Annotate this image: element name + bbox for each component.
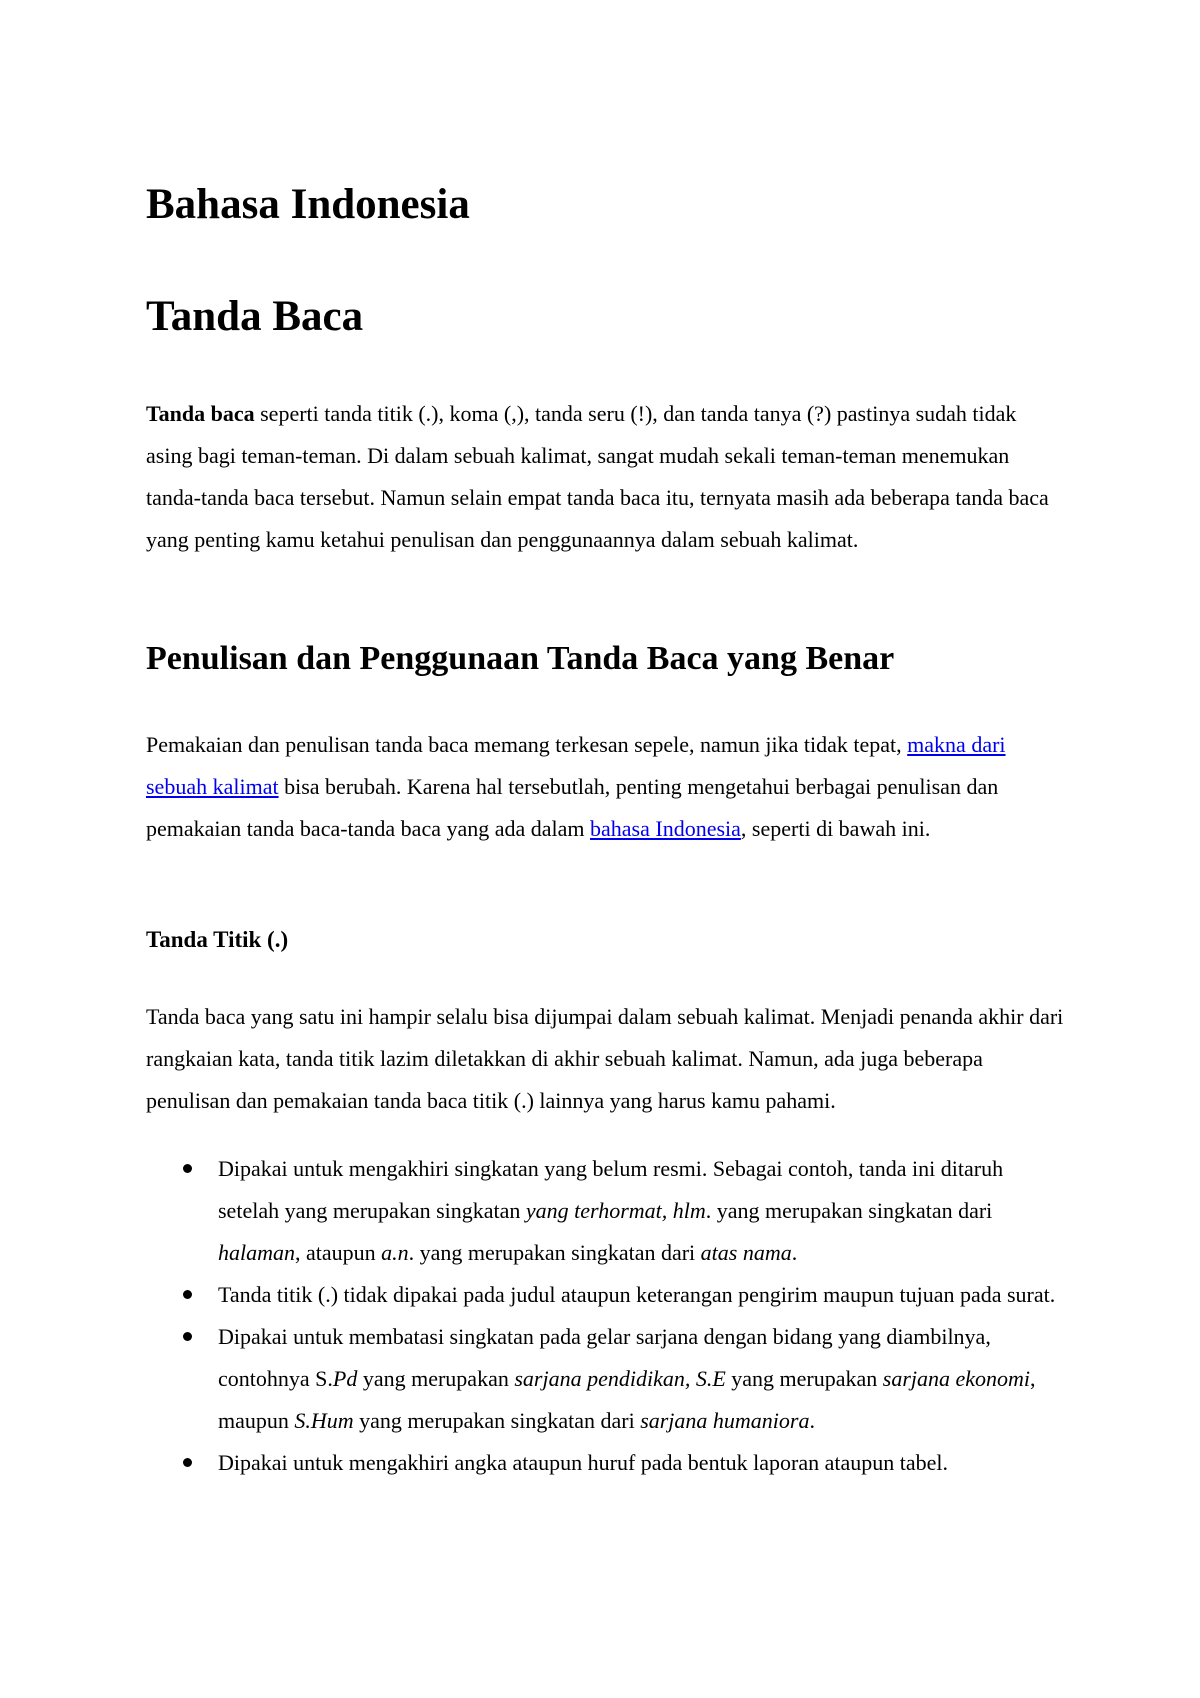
list-item-text: . [791, 1240, 798, 1265]
list-item [146, 1442, 1066, 1484]
usage-text-1: Pemakaian dan penulisan tanda baca memang terkesan sepele, namun jika tidak tepat, [146, 732, 908, 757]
list-item [146, 1316, 1066, 1442]
list-item-text: . [809, 1408, 815, 1433]
list-item-text: Dipakai untuk mengakhiri angka ataupun huruf pada bentuk laporan ataupun tabel. [218, 1450, 949, 1475]
list-item-italic: halaman [218, 1240, 295, 1265]
list-item-text: , maupun [218, 1366, 1036, 1433]
list-item-italic: sarjana pendidikan, S.E [514, 1366, 726, 1391]
list-item-text: Dipakai untuk membatasi singkatan pada gelar sarjana dengan bidang yang diambilnya, contohnya S. [218, 1324, 991, 1391]
usage-heading: Penulisan dan Penggunaan Tanda Baca yang Benar [146, 640, 895, 677]
bahasa-indonesia-link[interactable]: bahasa Indonesia [590, 816, 741, 841]
list-item-italic: S.Hum [294, 1408, 354, 1433]
titik-paragraph: Tanda baca yang satu ini hampir selalu bisa dijumpai dalam sebuah kalimat. Menjadi penanda akhir dari rangkaian kata, tanda titik lazim diletakkan di akhir sebuah kalimat. Namun, ada juga beberapa penulisan dan pemakaian tanda baca titik (.) lainnya yang harus kamu pahami. [146, 1004, 1064, 1113]
list-item-text: . yang merupakan singkatan dari [705, 1198, 993, 1223]
list-item [146, 1148, 1066, 1274]
document-title: Bahasa Indonesia [146, 181, 470, 228]
bullet-icon [183, 1332, 192, 1341]
list-item [146, 1274, 1066, 1316]
list-item-italic: atas nama [700, 1240, 792, 1265]
list-item-text: yang merupakan singkatan dari [353, 1408, 641, 1433]
list-item-italic: a.n [381, 1240, 409, 1265]
list-item-text: Dipakai untuk mengakhiri singkatan yang belum resmi. Sebagai contoh, tanda ini ditaruh setelah yang merupakan singkatan [218, 1156, 1004, 1223]
titik-rules-list [146, 1148, 1066, 1484]
section-title: Tanda Baca [146, 293, 364, 340]
usage-text-3: , seperti di bawah ini. [740, 816, 931, 841]
list-item-text: Tanda titik (.) tidak dipakai pada judul ataupun keterangan pengirim maupun tujuan pada surat. [218, 1282, 1056, 1307]
list-item-text: yang merupakan [357, 1366, 515, 1391]
bullet-icon [183, 1290, 192, 1299]
list-item-text: , ataupun [295, 1240, 382, 1265]
list-item-text: yang merupakan [725, 1366, 883, 1391]
bullet-icon [183, 1458, 192, 1467]
titik-heading: Tanda Titik (.) [146, 927, 289, 952]
intro-paragraph [146, 393, 1066, 561]
intro-text: seperti tanda titik (.), koma (,), tanda seru (!), dan tanda tanya (?) pastinya sudah tidak asing bagi teman-teman. Di dalam sebuah kalimat, sangat mudah sekali teman-teman menemukan tanda-tanda baca tersebut. Namun selain empat tanda baca itu, ternyata masih ada beberapa tanda baca yang penting kamu ketahui penulisan dan penggunaannya dalam sebuah kalimat. [146, 401, 1049, 552]
usage-paragraph [146, 724, 1066, 850]
list-item-italic: sarjana ekonomi [882, 1366, 1031, 1391]
makna-kalimat-link[interactable]: makna dari sebuah kalimat [146, 732, 1006, 799]
list-item-italic: Pd [332, 1366, 358, 1391]
list-item-text: . yang merupakan singkatan dari [408, 1240, 701, 1265]
bullet-icon [183, 1164, 192, 1173]
usage-text-2: bisa berubah. Karena hal tersebutlah, penting mengetahui berbagai penulisan dan pemakaian tanda baca-tanda baca yang ada dalam [146, 774, 999, 841]
list-item-italic: yang terhormat, hlm [525, 1198, 706, 1223]
intro-lead-bold: Tanda baca [146, 401, 255, 426]
list-item-italic: sarjana humaniora [640, 1408, 810, 1433]
